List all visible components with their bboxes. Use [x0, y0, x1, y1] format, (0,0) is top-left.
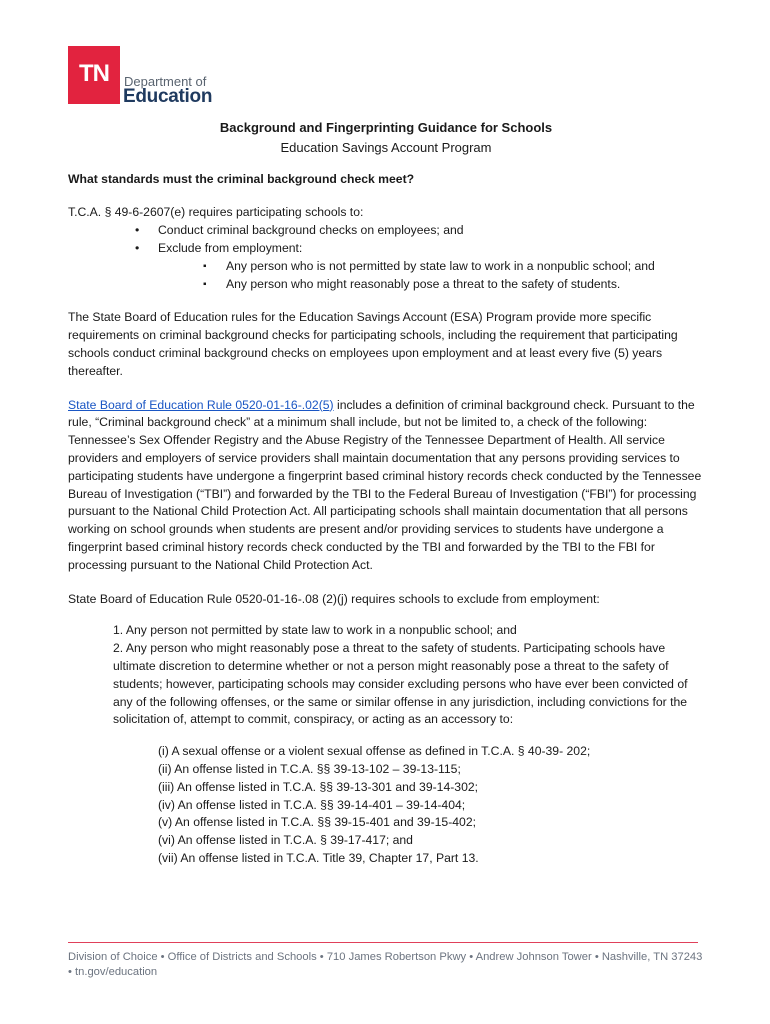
document-body	[68, 119, 704, 868]
offense-item: (v) An offense listed in T.C.A. §§ 39-15-401 and 39-15-402;	[158, 815, 476, 830]
offense-item: (vii) An offense listed in T.C.A. Title 39, Chapter 17, Part 13.	[158, 850, 479, 865]
section-question: What standards must the criminal background check meet?	[68, 171, 415, 186]
document-subtitle: Education Savings Account Program	[280, 139, 492, 155]
requirement-item	[135, 240, 704, 293]
rule-link[interactable]: State Board of Education Rule 0520-01-16-.02(5)	[68, 397, 334, 412]
esa-rules-paragraph: The State Board of Education rules for the Education Savings Account (ESA) Program provide more specific requirements on criminal background checks for participating schools, including the requirement that participating schools conduct criminal background checks on employees upon employment and at least every five (5) years thereafter.	[68, 310, 678, 378]
requirements-list	[68, 222, 704, 293]
document-title: Background and Fingerprinting Guidance for Schools	[219, 120, 553, 135]
offense-item: (iv) An offense listed in T.C.A. §§ 39-14-401 – 39-14-404;	[158, 797, 466, 812]
exclusion-list	[158, 258, 704, 294]
tn-doe-logo	[68, 46, 228, 108]
logo-education-text: Education	[123, 86, 213, 107]
numbered-item: 2. Any person who might reasonably pose a threat to the safety of students. Participating schools have ultimate discretion to determine whether or not a person might reasonably pose a threat to the safety of students; however, participating schools may consider excluding persons who have ever been convicted of any of the following offenses, or the same or similar offense in any jurisdiction, including convictions for the solicitation of, attempt to commit, conspiracy, or acting as an accessory to:	[113, 641, 688, 727]
definition-text: includes a definition of criminal background check. Pursuant to the rule, “Criminal background check” at a minimum shall include, but not be limited to, a check of the following: Tennessee’s Sex Offender Registry and the Abuse Registry of the Tennessee Department of Health. All service providers and employers of service providers shall maintain documentation that any persons providing services to participating students have undergone a fingerprint based criminal history records check conducted by the Tennessee Bureau of Investigation (“TBI”) and forwarded by the TBI to the Federal Bureau of Investigation (“FBI”) for processing pursuant to the National Child Protection Act. All participating schools shall maintain documentation that all persons working on school grounds when students are present and/or providing services to students have undergone a fingerprint based criminal history records check conducted by the TBI and forwarded by the TBI to the FBI for processing pursuant to the National Child Protection Act.	[68, 397, 702, 572]
tn-logo-mark: TN	[68, 46, 120, 104]
logo-department-text: Department of	[124, 74, 207, 89]
numbered-list	[113, 622, 704, 729]
requirement-item: • Conduct criminal background checks on employees; and	[135, 222, 704, 240]
offense-item: (ii) An offense listed in T.C.A. §§ 39-13-102 – 39-13-115;	[158, 761, 461, 776]
definition-paragraph	[68, 397, 704, 575]
offense-item: (vi) An offense listed in T.C.A. § 39-17-417; and	[158, 833, 413, 848]
exclusion-item: ▪ Any person who might reasonably pose a threat to the safety of students.	[203, 276, 704, 294]
numbered-item: 1. Any person not permitted by state law to work in a nonpublic school; and	[113, 623, 517, 638]
exclusion-item: ▪ Any person who is not permitted by state law to work in a nonpublic school; and	[203, 258, 704, 276]
requirement-item-label: Exclude from employment:	[158, 240, 303, 255]
offense-list	[158, 743, 704, 868]
offense-item: (iii) An offense listed in T.C.A. §§ 39-13-301 and 39-14-302;	[158, 779, 479, 794]
tca-intro: T.C.A. § 49-6-2607(e) requires participating schools to:	[68, 205, 364, 220]
footer-divider	[68, 942, 698, 943]
exclusion-rule-paragraph: State Board of Education Rule 0520-01-16-.08 (2)(j) requires schools to exclude from employment:	[68, 591, 600, 606]
offense-item: (i) A sexual offense or a violent sexual offense as defined in T.C.A. § 40-39- 202;	[158, 744, 591, 759]
footer-address: Division of Choice • Office of Districts and Schools • 710 James Robertson Pkwy • Andrew Johnson Tower • Nashville, TN 37243 • tn.gov/education	[68, 951, 703, 978]
